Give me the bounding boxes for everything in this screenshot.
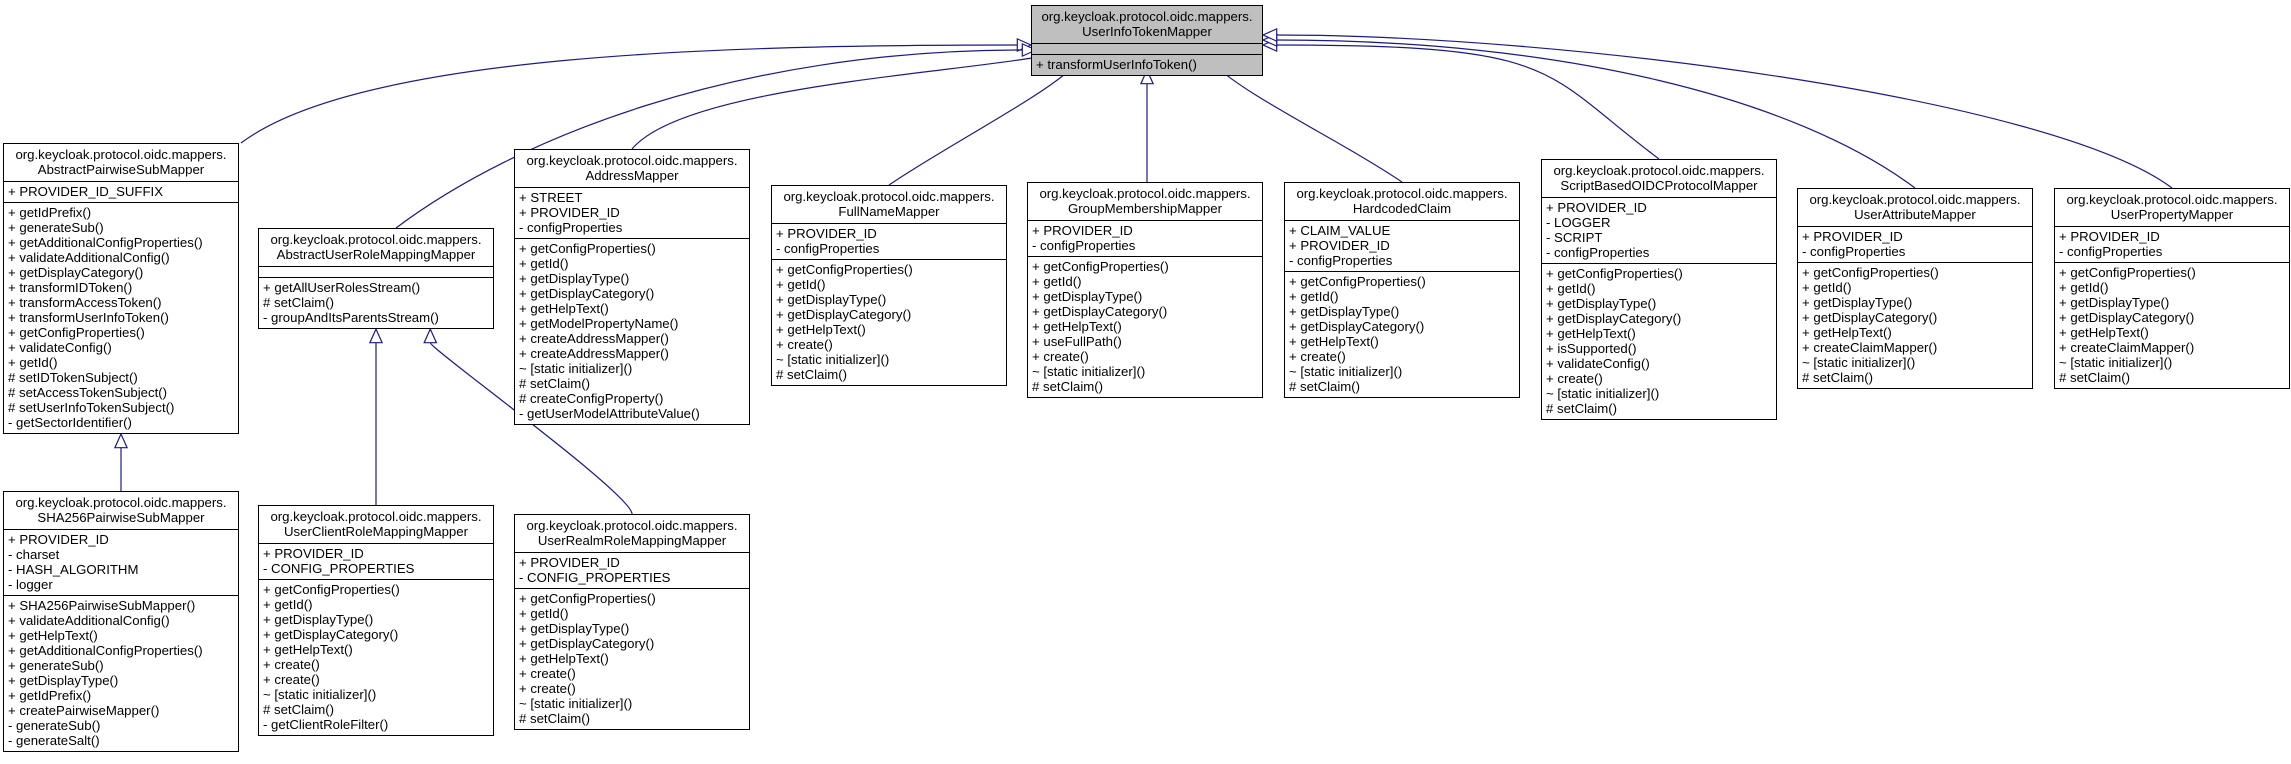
- method-item: + getId(): [263, 597, 313, 612]
- method-item: + getHelpText(): [776, 322, 866, 337]
- method-item: # setClaim(): [1032, 379, 1104, 394]
- method-item: + getConfigProperties(): [519, 241, 656, 256]
- method-item: + create(): [263, 672, 320, 687]
- method-item: - generateSub(): [8, 718, 101, 733]
- attribute-item: + PROVIDER_ID: [263, 546, 364, 561]
- attribute-section: [515, 553, 749, 589]
- method-item: + validateConfig(): [8, 340, 112, 355]
- method-item: + getAdditionalConfigProperties(): [8, 643, 203, 658]
- attribute-section: [259, 267, 493, 278]
- method-item: + transformUserInfoToken(): [1036, 57, 1197, 72]
- attribute-item: - HASH_ALGORITHM: [8, 562, 139, 577]
- class-title-line: org.keycloak.protocol.oidc.mappers.: [270, 509, 482, 524]
- method-item: ~ [static initializer](): [1032, 364, 1146, 379]
- method-item: + getId(): [8, 355, 58, 370]
- method-item: + getHelpText(): [8, 628, 98, 643]
- class-title-line: UserRealmRoleMappingMapper: [537, 533, 727, 548]
- method-item: + isSupported(): [1546, 341, 1637, 356]
- attribute-section: [259, 544, 493, 580]
- method-item: # setClaim(): [519, 711, 591, 726]
- method-item: # setAccessTokenSubject(): [8, 385, 168, 400]
- class-title-line: org.keycloak.protocol.oidc.mappers.: [1553, 163, 1765, 178]
- attribute-section: [1285, 221, 1519, 272]
- attribute-item: + PROVIDER_ID: [519, 205, 620, 220]
- attribute-item: + PROVIDER_ID: [2059, 229, 2160, 244]
- attribute-item: + CLAIM_VALUE: [1289, 223, 1391, 238]
- class-box-pairwise: [3, 143, 239, 434]
- method-item: + create(): [1032, 349, 1089, 364]
- method-item: # setClaim(): [263, 702, 335, 717]
- method-item: + getDisplayType(): [519, 621, 630, 636]
- edge-hardcoded-to-root: [1215, 65, 1402, 182]
- method-item: + getHelpText(): [1032, 319, 1122, 334]
- method-section: [515, 239, 749, 424]
- method-item: + getDisplayType(): [8, 673, 119, 688]
- class-box-root: [1031, 5, 1263, 76]
- method-section: [1542, 264, 1776, 419]
- method-section: [1032, 55, 1262, 75]
- attribute-item: - configProperties: [1802, 244, 1906, 259]
- class-title: [259, 506, 493, 544]
- method-item: + create(): [263, 657, 320, 672]
- method-item: + getDisplayCategory(): [519, 286, 655, 301]
- method-item: + getConfigProperties(): [263, 582, 400, 597]
- method-item: + getIdPrefix(): [8, 688, 92, 703]
- method-item: + getDisplayType(): [776, 292, 887, 307]
- attribute-item: - charset: [8, 547, 60, 562]
- method-item: ~ [static initializer](): [1546, 386, 1660, 401]
- class-title: [1285, 183, 1519, 221]
- attribute-item: - CONFIG_PROPERTIES: [263, 561, 415, 576]
- edge-fullname-to-root: [889, 65, 1075, 185]
- attribute-item: + PROVIDER_ID: [8, 532, 109, 547]
- class-title-line: org.keycloak.protocol.oidc.mappers.: [1809, 192, 2021, 207]
- method-section: [259, 580, 493, 735]
- method-item: + transformAccessToken(): [8, 295, 162, 310]
- method-item: # setClaim(): [1289, 379, 1361, 394]
- method-item: + getDisplayCategory(): [2059, 310, 2195, 325]
- method-item: + getId(): [519, 606, 569, 621]
- method-item: + createPairwiseMapper(): [8, 703, 160, 718]
- method-section: [2055, 263, 2289, 388]
- method-item: + getHelpText(): [519, 301, 609, 316]
- method-item: + createClaimMapper(): [2059, 340, 2195, 355]
- method-item: + getId(): [1546, 281, 1596, 296]
- class-title: [2055, 189, 2289, 227]
- method-item: + getDisplayCategory(): [8, 265, 144, 280]
- method-item: + getHelpText(): [519, 651, 609, 666]
- method-item: + create(): [776, 337, 833, 352]
- method-section: [259, 278, 493, 328]
- method-item: ~ [static initializer](): [519, 361, 633, 376]
- class-box-fullname: [771, 185, 1007, 386]
- attribute-section: [4, 530, 238, 596]
- class-title-line: AbstractPairwiseSubMapper: [37, 162, 205, 177]
- method-item: + getId(): [1289, 289, 1339, 304]
- method-item: ~ [static initializer](): [2059, 355, 2173, 370]
- attribute-section: [772, 224, 1006, 260]
- class-title-line: org.keycloak.protocol.oidc.mappers.: [15, 147, 227, 162]
- class-title-line: org.keycloak.protocol.oidc.mappers.: [526, 518, 738, 533]
- class-box-role: [258, 228, 494, 329]
- attribute-section: [1798, 227, 2032, 263]
- method-item: + createClaimMapper(): [1802, 340, 1938, 355]
- method-item: ~ [static initializer](): [263, 687, 377, 702]
- method-item: + getDisplayCategory(): [1802, 310, 1938, 325]
- attribute-item: - configProperties: [776, 241, 880, 256]
- method-item: + createAddressMapper(): [519, 346, 669, 361]
- method-item: + getConfigProperties(): [2059, 265, 2196, 280]
- method-item: + getIdPrefix(): [8, 205, 92, 220]
- method-item: ~ [static initializer](): [776, 352, 890, 367]
- method-item: + getDisplayType(): [1289, 304, 1400, 319]
- method-item: + getAdditionalConfigProperties(): [8, 235, 203, 250]
- class-title-line: org.keycloak.protocol.oidc.mappers.: [15, 495, 227, 510]
- class-title-line: AbstractUserRoleMappingMapper: [276, 247, 476, 262]
- class-title-line: UserClientRoleMappingMapper: [284, 524, 468, 539]
- class-box-hardcoded: [1284, 182, 1520, 398]
- class-title: [1798, 189, 2032, 227]
- edge-realm-to-role-arrowhead: [424, 329, 436, 343]
- attribute-item: + PROVIDER_ID: [776, 226, 877, 241]
- method-item: - generateSalt(): [8, 733, 100, 748]
- method-item: + getHelpText(): [1802, 325, 1892, 340]
- class-title: [259, 229, 493, 267]
- method-item: + getModelPropertyName(): [519, 316, 679, 331]
- class-box-sha256: [3, 491, 239, 752]
- method-section: [1798, 263, 2032, 388]
- attribute-item: + PROVIDER_ID: [1546, 200, 1647, 215]
- method-item: # setClaim(): [1546, 401, 1618, 416]
- method-item: # setClaim(): [519, 376, 591, 391]
- attribute-item: + STREET: [519, 190, 583, 205]
- edge-pairwise-to-root: [241, 45, 1017, 143]
- class-title-line: org.keycloak.protocol.oidc.mappers.: [1039, 186, 1251, 201]
- method-item: + useFullPath(): [1032, 334, 1122, 349]
- class-box-client: [258, 505, 494, 736]
- method-item: + getDisplayCategory(): [263, 627, 399, 642]
- attribute-item: - configProperties: [1289, 253, 1393, 268]
- method-section: [515, 589, 749, 729]
- attribute-section: [1032, 44, 1262, 55]
- method-item: + getDisplayCategory(): [776, 307, 912, 322]
- method-item: + getConfigProperties(): [1546, 266, 1683, 281]
- class-title-line: FullNameMapper: [838, 204, 940, 219]
- class-title: [772, 186, 1006, 224]
- attribute-section: [2055, 227, 2289, 263]
- method-item: + getId(): [1802, 280, 1852, 295]
- method-item: + generateSub(): [8, 220, 104, 235]
- class-title: [515, 515, 749, 553]
- edge-client-to-role-arrowhead: [370, 329, 382, 343]
- method-item: + createAddressMapper(): [519, 331, 669, 346]
- class-box-attr: [1797, 188, 2033, 389]
- class-title-line: UserAttributeMapper: [1854, 207, 1976, 222]
- method-item: + getId(): [1032, 274, 1082, 289]
- method-section: [4, 596, 238, 751]
- method-item: + validateConfig(): [1546, 356, 1650, 371]
- attribute-item: + PROVIDER_ID: [1032, 223, 1133, 238]
- method-item: + getAllUserRolesStream(): [263, 280, 421, 295]
- method-item: + getHelpText(): [2059, 325, 2149, 340]
- method-item: ~ [static initializer](): [519, 696, 633, 711]
- method-item: ~ [static initializer](): [1289, 364, 1403, 379]
- edge-address-to-root: [632, 57, 1036, 149]
- attribute-item: + PROVIDER_ID: [1802, 229, 1903, 244]
- class-box-script: [1541, 159, 1777, 420]
- method-item: - getClientRoleFilter(): [263, 717, 389, 732]
- method-item: + getDisplayType(): [1546, 296, 1657, 311]
- method-item: + create(): [1546, 371, 1603, 386]
- class-title-line: UserPropertyMapper: [2110, 207, 2234, 222]
- attribute-item: - logger: [8, 577, 53, 592]
- method-item: + getDisplayType(): [263, 612, 374, 627]
- attribute-section: [1028, 221, 1262, 257]
- method-section: [1285, 272, 1519, 397]
- attribute-item: - CONFIG_PROPERTIES: [519, 570, 671, 585]
- method-item: # setClaim(): [2059, 370, 2131, 385]
- class-title: [4, 144, 238, 182]
- method-item: # createConfigProperty(): [519, 391, 664, 406]
- attribute-section: [515, 188, 749, 239]
- method-item: + getDisplayCategory(): [1032, 304, 1168, 319]
- class-title-line: org.keycloak.protocol.oidc.mappers.: [2066, 192, 2278, 207]
- method-item: + getHelpText(): [1289, 334, 1379, 349]
- method-item: ~ [static initializer](): [1802, 355, 1916, 370]
- attribute-item: - configProperties: [2059, 244, 2163, 259]
- method-item: + getConfigProperties(): [1802, 265, 1939, 280]
- class-title-line: org.keycloak.protocol.oidc.mappers.: [783, 189, 995, 204]
- method-section: [4, 203, 238, 433]
- class-title-line: org.keycloak.protocol.oidc.mappers.: [270, 232, 482, 247]
- class-title-line: UserInfoTokenMapper: [1082, 24, 1212, 39]
- method-item: + getDisplayType(): [2059, 295, 2170, 310]
- method-item: + validateAdditionalConfig(): [8, 250, 170, 265]
- attribute-item: + PROVIDER_ID_SUFFIX: [8, 184, 163, 199]
- attribute-item: + PROVIDER_ID: [519, 555, 620, 570]
- method-item: + SHA256PairwiseSubMapper(): [8, 598, 196, 613]
- attribute-item: - configProperties: [1032, 238, 1136, 253]
- attribute-item: - LOGGER: [1546, 215, 1611, 230]
- method-item: # setClaim(): [263, 295, 335, 310]
- edge-sha256-to-pairwise-arrowhead: [115, 434, 127, 448]
- method-item: + getDisplayCategory(): [1546, 311, 1682, 326]
- method-item: + transformIDToken(): [8, 280, 133, 295]
- class-title: [1542, 160, 1776, 198]
- method-item: - getSectorIdentifier(): [8, 415, 132, 430]
- class-box-realm: [514, 514, 750, 730]
- method-item: # setIDTokenSubject(): [8, 370, 138, 385]
- class-title-line: AddressMapper: [585, 168, 679, 183]
- class-title-line: SHA256PairwiseSubMapper: [37, 510, 205, 525]
- class-title: [515, 150, 749, 188]
- method-item: + getId(): [519, 256, 569, 271]
- method-item: - getUserModelAttributeValue(): [519, 406, 700, 421]
- method-item: - groupAndItsParentsStream(): [263, 310, 439, 325]
- attribute-item: - configProperties: [1546, 245, 1650, 260]
- attribute-item: - SCRIPT: [1546, 230, 1603, 245]
- method-item: + getDisplayCategory(): [1289, 319, 1425, 334]
- class-title-line: org.keycloak.protocol.oidc.mappers.: [1041, 9, 1253, 24]
- method-item: + getConfigProperties(): [519, 591, 656, 606]
- edge-script-to-root: [1277, 45, 1659, 159]
- class-title-line: org.keycloak.protocol.oidc.mappers.: [1296, 186, 1508, 201]
- method-item: # setClaim(): [776, 367, 848, 382]
- class-box-prop: [2054, 188, 2290, 389]
- method-item: + generateSub(): [8, 658, 104, 673]
- method-item: + validateAdditionalConfig(): [8, 613, 170, 628]
- method-item: + getConfigProperties(): [776, 262, 913, 277]
- method-item: + getId(): [2059, 280, 2109, 295]
- attribute-section: [1542, 198, 1776, 264]
- method-section: [1028, 257, 1262, 397]
- method-item: + create(): [519, 666, 576, 681]
- method-item: # setClaim(): [1802, 370, 1874, 385]
- method-item: + getDisplayType(): [1802, 295, 1913, 310]
- class-title-line: GroupMembershipMapper: [1068, 201, 1222, 216]
- class-title: [4, 492, 238, 530]
- method-item: + getId(): [776, 277, 826, 292]
- class-title-line: org.keycloak.protocol.oidc.mappers.: [526, 153, 738, 168]
- method-item: + getHelpText(): [1546, 326, 1636, 341]
- class-title-line: HardcodedClaim: [1352, 201, 1452, 216]
- method-section: [772, 260, 1006, 385]
- method-item: + transformUserInfoToken(): [8, 310, 169, 325]
- method-item: + getConfigProperties(): [1289, 274, 1426, 289]
- class-title-line: ScriptBasedOIDCProtocolMapper: [1560, 178, 1758, 193]
- method-item: + getConfigProperties(): [8, 325, 145, 340]
- method-item: + getHelpText(): [263, 642, 353, 657]
- method-item: + create(): [1289, 349, 1346, 364]
- class-box-group: [1027, 182, 1263, 398]
- class-title: [1028, 183, 1262, 221]
- method-item: # setUserInfoTokenSubject(): [8, 400, 175, 415]
- class-title: [1032, 6, 1262, 44]
- attribute-section: [4, 182, 238, 203]
- attribute-item: + PROVIDER_ID: [1289, 238, 1390, 253]
- method-item: + getConfigProperties(): [1032, 259, 1169, 274]
- class-box-address: [514, 149, 750, 425]
- method-item: + getDisplayType(): [519, 271, 630, 286]
- method-item: + getDisplayType(): [1032, 289, 1143, 304]
- method-item: + create(): [519, 681, 576, 696]
- attribute-item: - configProperties: [519, 220, 623, 235]
- method-item: + getDisplayCategory(): [519, 636, 655, 651]
